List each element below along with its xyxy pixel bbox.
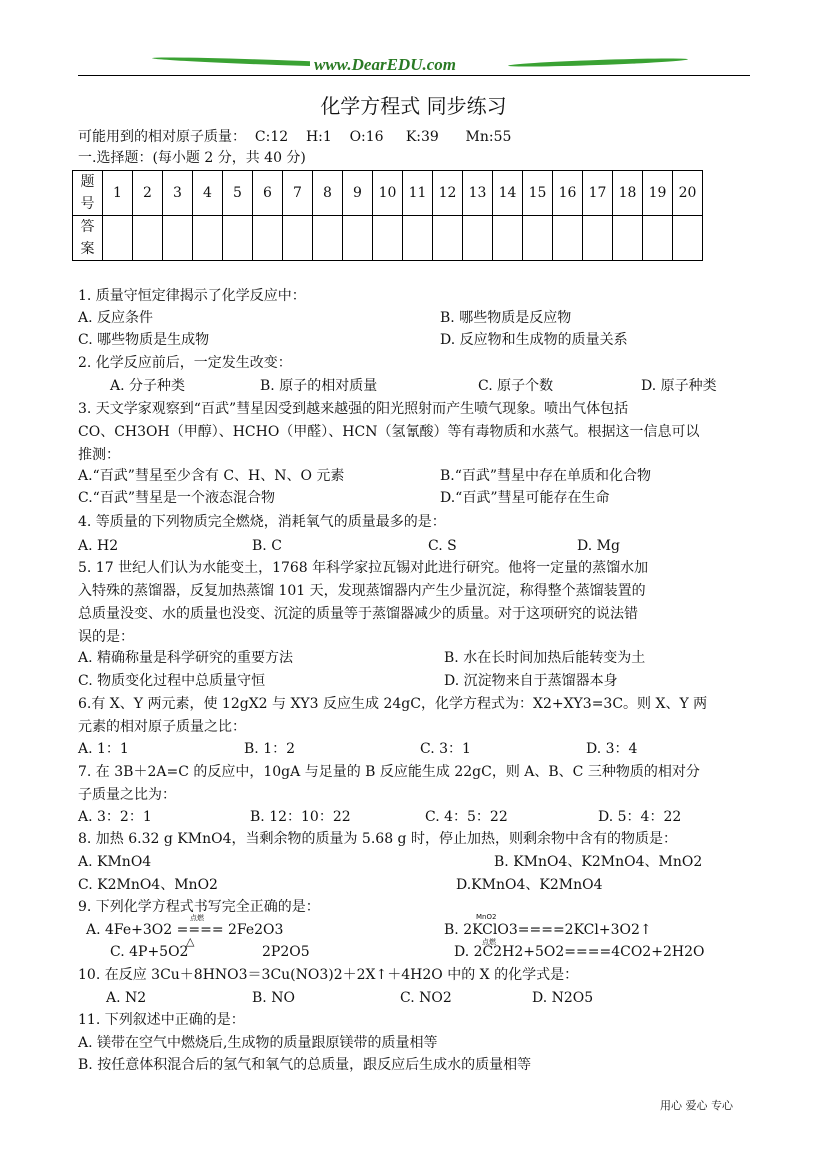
- question-number-cell: 4: [193, 171, 223, 216]
- question-number-cell: 17: [583, 171, 613, 216]
- question-number-cell: 7: [283, 171, 313, 216]
- question-number-cell: 10: [373, 171, 403, 216]
- text-line: D. 5：4：22: [598, 809, 682, 825]
- section-heading: 一.选择题：(每小题 2 分，共 40 分): [78, 150, 306, 166]
- text-line: 入特殊的蒸馏器，反复加热蒸馏 101 天，发现蒸馏器内产生少量沉淀，称得整个蒸馏装置的: [78, 583, 646, 599]
- text-line: D.KMnO4、K2MnO4: [456, 877, 603, 893]
- text-line: D. Mg: [577, 538, 620, 554]
- answer-cell[interactable]: [103, 216, 133, 261]
- answer-cell[interactable]: [613, 216, 643, 261]
- text-line: 4. 等质量的下列物质完全燃烧，消耗氧气的质量最多的是：: [78, 514, 446, 530]
- text-line: 总质量没变、水的质量也没变、沉淀的质量等于蒸馏器减少的质量。对于这项研究的说法错: [78, 606, 638, 622]
- answer-cell[interactable]: [193, 216, 223, 261]
- text-line: 5. 17 世纪人们认为水能变土，1768 年科学家拉瓦锡对此进行研究。他将一定量的蒸馏水加: [78, 560, 649, 576]
- catalyst-label: MnO2: [476, 913, 497, 921]
- answer-cell[interactable]: [223, 216, 253, 261]
- text-line: A. 镁带在空气中燃烧后,生成物的质量跟原镁带的质量相等: [78, 1035, 438, 1051]
- answer-cell[interactable]: [283, 216, 313, 261]
- atomic-masses-note: 可能用到的相对原子质量： C:12 H:1 O:16 K:39 Mn:55: [78, 129, 512, 145]
- text-line: 3. 天文学家观察到“百武”彗星因受到越来越强的阳光照射而产生喷气现象。喷出气体包括: [78, 401, 629, 417]
- question-number-cell: 15: [523, 171, 553, 216]
- question-number-cell: 2: [133, 171, 163, 216]
- text-line: A. 1：1: [78, 741, 129, 757]
- text-line: A. 反应条件: [78, 310, 154, 326]
- answer-cell[interactable]: [373, 216, 403, 261]
- text-line: A. 精确称量是科学研究的重要方法: [78, 650, 294, 666]
- text-line: D.“百武”彗星可能存在生命: [440, 490, 610, 506]
- page-title: 化学方程式 同步练习: [320, 94, 507, 118]
- text-line: A. 4Fe+3O2 ==== 2Fe2O3: [86, 922, 284, 938]
- text-line: 子质量之比为：: [78, 787, 176, 803]
- header-swoosh-right: [508, 57, 688, 68]
- text-line: B.“百武”彗星中存在单质和化合物: [440, 468, 652, 484]
- question-number-cell: 1: [103, 171, 133, 216]
- question-number-cell: 13: [463, 171, 493, 216]
- answer-cell[interactable]: [433, 216, 463, 261]
- question-number-cell: 3: [163, 171, 193, 216]
- answer-table-number-row: [73, 171, 703, 216]
- text-line: B. 哪些物质是反应物: [440, 310, 572, 326]
- question-number-cell: 12: [433, 171, 463, 216]
- text-line: A.“百武”彗星至少含有 C、H、N、O 元素: [78, 468, 345, 484]
- answer-cell[interactable]: [313, 216, 343, 261]
- text-line: C. K2MnO4、MnO2: [78, 877, 218, 893]
- text-line: 推测：: [78, 447, 120, 463]
- question-number-cell: 9: [343, 171, 373, 216]
- answer-cell[interactable]: [403, 216, 433, 261]
- text-line: D. 沉淀物来自于蒸馏器本身: [444, 673, 618, 689]
- question-number-cell: 6: [253, 171, 283, 216]
- text-line: B. 原子的相对质量: [260, 378, 378, 394]
- answer-cell[interactable]: [523, 216, 553, 261]
- text-line: C. 3：1: [420, 741, 471, 757]
- answer-cell[interactable]: [133, 216, 163, 261]
- answer-cell[interactable]: [163, 216, 193, 261]
- text-line: C. S: [428, 538, 457, 554]
- text-line: B. NO: [252, 990, 295, 1006]
- text-line: B. 2KClO3====2KCl+3O2↑: [444, 922, 652, 938]
- text-line: 11. 下列叙述中正确的是：: [78, 1012, 245, 1028]
- text-line: D. 3：4: [586, 741, 638, 757]
- text-line: A. N2: [106, 990, 147, 1006]
- text-line: A. H2: [78, 538, 119, 554]
- text-line: 误的是：: [78, 629, 134, 645]
- question-number-cell: 5: [223, 171, 253, 216]
- text-line: C. 原子个数: [478, 378, 554, 394]
- text-line: 8. 加热 6.32 g KMnO4，当剩余物的质量为 5.68 g 时，停止加热，则剩余物中含有的物质是：: [78, 831, 677, 847]
- page-header: [78, 52, 750, 82]
- question-number-cell: 18: [613, 171, 643, 216]
- text-line: C.“百武”彗星是一个液态混合物: [78, 490, 275, 506]
- question-number-cell: 14: [493, 171, 523, 216]
- text-line: B. 12：10：22: [250, 809, 351, 825]
- text-line: D. 原子种类: [641, 378, 717, 394]
- text-line: C. NO2: [400, 990, 452, 1006]
- condition-label: 点燃: [190, 914, 204, 922]
- text-line: 9. 下列化学方程式书写完全正确的是：: [78, 899, 320, 915]
- text-line: CO、CH3OH（甲醇）、HCHO（甲醛）、HCN（氢氰酸）等有毒物质和水蒸气。根据这一信息可以: [78, 424, 700, 440]
- text-line: A. 3：2：1: [78, 809, 152, 825]
- text-line: D. N2O5: [532, 990, 594, 1006]
- answer-cell[interactable]: [493, 216, 523, 261]
- text-line: 7. 在 3B＋2A=C 的反应中，10gA 与足量的 B 反应能生成 22gC，则 A、B、C 三种物质的相对分: [78, 764, 700, 780]
- answer-cell[interactable]: [553, 216, 583, 261]
- answer-table-answer-row: [73, 216, 703, 261]
- question-number-cell: 8: [313, 171, 343, 216]
- question-number-cell: 19: [643, 171, 673, 216]
- answer-cell[interactable]: [673, 216, 703, 261]
- text-line: B. 按任意体积混合后的氢气和氧气的总质量，跟反应后生成水的质量相等: [78, 1057, 532, 1073]
- heat-symbol: △: [186, 935, 195, 948]
- answer-header: 答 案: [73, 216, 103, 261]
- question-number-cell: 11: [403, 171, 433, 216]
- text-line: 10. 在反应 3Cu＋8HNO3＝3Cu(NO3)2＋2X↑＋4H2O 中的 X 的化学式是：: [78, 967, 579, 983]
- text-line: A. 分子种类: [110, 378, 186, 394]
- question-number-cell: 20: [673, 171, 703, 216]
- text-line: 元素的相对原子质量之比：: [78, 719, 246, 735]
- answer-table: [72, 170, 703, 261]
- page-footer: 用心 爱心 专心: [660, 1099, 733, 1112]
- answer-cell[interactable]: [253, 216, 283, 261]
- text-line: B. KMnO4、K2MnO4、MnO2: [494, 854, 703, 870]
- header-rule: [78, 75, 750, 76]
- text-line: B. C: [252, 538, 282, 554]
- text-line: C. 哪些物质是生成物: [78, 332, 210, 348]
- site-logo[interactable]: www.DearEDU.com: [310, 55, 460, 75]
- text-line: 2P2O5: [262, 944, 310, 960]
- text-line: B. 水在长时间加热后能转变为土: [444, 650, 646, 666]
- text-line: D. 反应物和生成物的质量关系: [440, 332, 628, 348]
- question-number-cell: 16: [553, 171, 583, 216]
- answer-cell[interactable]: [343, 216, 373, 261]
- text-line: 1. 质量守恒定律揭示了化学反应中：: [78, 288, 306, 304]
- answer-cell[interactable]: [463, 216, 493, 261]
- answer-cell[interactable]: [643, 216, 673, 261]
- text-line: C. 4P+5O2: [110, 944, 189, 960]
- text-line: A. KMnO4: [78, 854, 152, 870]
- text-line: B. 1：2: [244, 741, 296, 757]
- question-number-header: 题 号: [73, 171, 103, 216]
- condition-label: 点燃: [482, 938, 496, 946]
- text-line: C. 4：5：22: [425, 809, 508, 825]
- text-line: D. 2C2H2+5O2====4CO2+2H2O: [454, 944, 705, 960]
- text-line: 6.有 X、Y 两元素，使 12gX2 与 XY3 反应生成 24gC，化学方程式为：X2+XY3=3C。则 X、Y 两: [78, 696, 708, 712]
- text-line: 2. 化学反应前后，一定发生改变：: [78, 355, 292, 371]
- text-line: C. 物质变化过程中总质量守恒: [78, 673, 266, 689]
- answer-cell[interactable]: [583, 216, 613, 261]
